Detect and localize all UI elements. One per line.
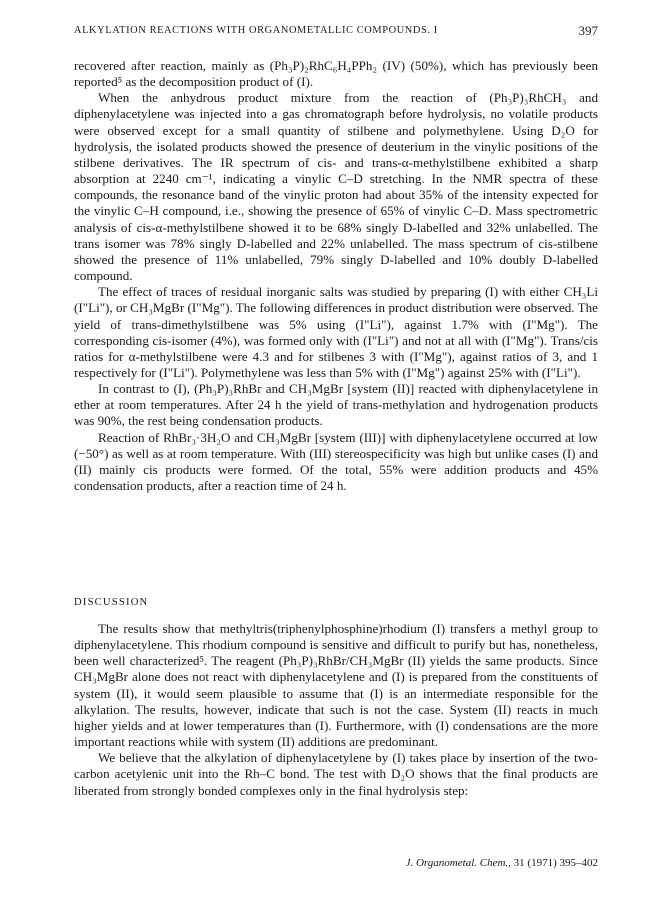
paragraph: recovered after reaction, mainly as (Ph₃P)₂RhC₆H₄PPh₂ (IV) (50%), which has previously been reported⁵ as the decomposition product of (I). bbox=[74, 58, 598, 90]
running-head bbox=[74, 23, 598, 41]
section-heading: DISCUSSION bbox=[74, 597, 149, 608]
paragraph: The effect of traces of residual inorganic salts was studied by preparing (I) with either CH₃Li (I"Li"), or CH₃MgBr (I"Mg"). The following differences in product distribution were observed. The yield of trans-dimethylstilbene was 5% using (I"Li"), against 1.7% with (I"Mg"). The corresponding cis-isomer (4%), was formed only with (I"Li") and not at all with (I"Mg"). Trans/cis ratios for α-methylstilbene were 4.3 and for stilbenes 3 with (I"Mg"), against ratios of 3, and 1 respectively for (I"Li"). Polymethylene was less than 5% with (I"Mg") against 25% with (I"Li"). bbox=[74, 284, 598, 380]
page-number: 397 bbox=[578, 23, 598, 38]
paragraph: We believe that the alkylation of diphenylacetylene by (I) takes place by insertion of the two-carbon acetylenic unit into the Rh–C bond. The test with D₂O shows that the final products are liberated from strongly bonded complexes only in the final hydrolysis step: bbox=[74, 750, 598, 798]
journal-volume: 31 (1971) 395–402 bbox=[513, 857, 598, 869]
paragraph: In contrast to (I), (Ph₃P)₃RhBr and CH₃MgBr [system (II)] reacted with diphenylacetylene in ether at room temperatures. After 24 h the yield of trans-methylation and hydrogenation products was 90%, the rest being condensation products. bbox=[74, 381, 598, 429]
paragraph: Reaction of RhBr₃·3H₂O and CH₃MgBr [system (III)] with diphenylacetylene occurred at low (−50°) as well as at room temperature. With (III) stereospecificity was high but unlike cases (I) and (II) mainly cis products were formed. Of the total, 55% were addition products and 45% condensation products, after a reaction time of 24 h. bbox=[74, 429, 598, 494]
results-text bbox=[74, 58, 598, 494]
paragraph: When the anhydrous product mixture from the reaction of (Ph₃P)₃RhCH₃ and diphenylacetylene was injected into a gas chromatograph before hydrolysis, no volatile products were observed except for a small quantity of stilbene and polymethylene. Using D₂O for hydrolysis, the isolated products showed the presence of deuterium in the vinylic positions of the stilbene derivatives. The IR spectrum of cis- and trans-α-methylstilbene exhibited a sharp absorption at 2240 cm⁻¹, indicating a vinylic C–D stretching. In the NMR spectra of these compounds, the resonance band of the vinylic proton had about 35% of the intensity expected for the vinylic C–H compound, i.e., showing the presence of 65% of vinylic C–D. Mass spectrometric analysis of cis-α-methylstilbene showed it to be 68% singly D-labelled and 32% unlabelled. The trans isomer was 78% singly D-labelled and 22% unlabelled. The mass spectrum of cis-stilbene showed the presence of 11% unlabelled, 79% singly D-labelled and 10% doubly D-labelled compound. bbox=[74, 90, 598, 284]
discussion-text bbox=[74, 621, 598, 799]
journal-name: J. Organometal. Chem., bbox=[405, 857, 511, 869]
journal-reference bbox=[406, 857, 598, 869]
paragraph: The results show that methyltris(triphenylphosphine)rhodium (I) transfers a methyl group to diphenylacetylene. This rhodium compound is sensitive and difficult to purify but has, nonetheless, been well characterized⁵. The reagent (Ph₃P)₃RhBr/CH₃MgBr (II) yields the same products. Since CH₃MgBr alone does not react with diphenylacetylene and (I) is prepared from the constituents of system (II), it would seem plausible to assume that (I) is an intermediate responsible for the alkylation. The results, however, indicate that such is not the case. System (II) reacts in much higher yields and at lower temperatures than (I). Furthermore, with (I) condensations are the more important reactions while with system (II) additions are predominant. bbox=[74, 621, 598, 750]
running-title: ALKYLATION REACTIONS WITH ORGANOMETALLIC COMPOUNDS. I bbox=[74, 25, 438, 36]
